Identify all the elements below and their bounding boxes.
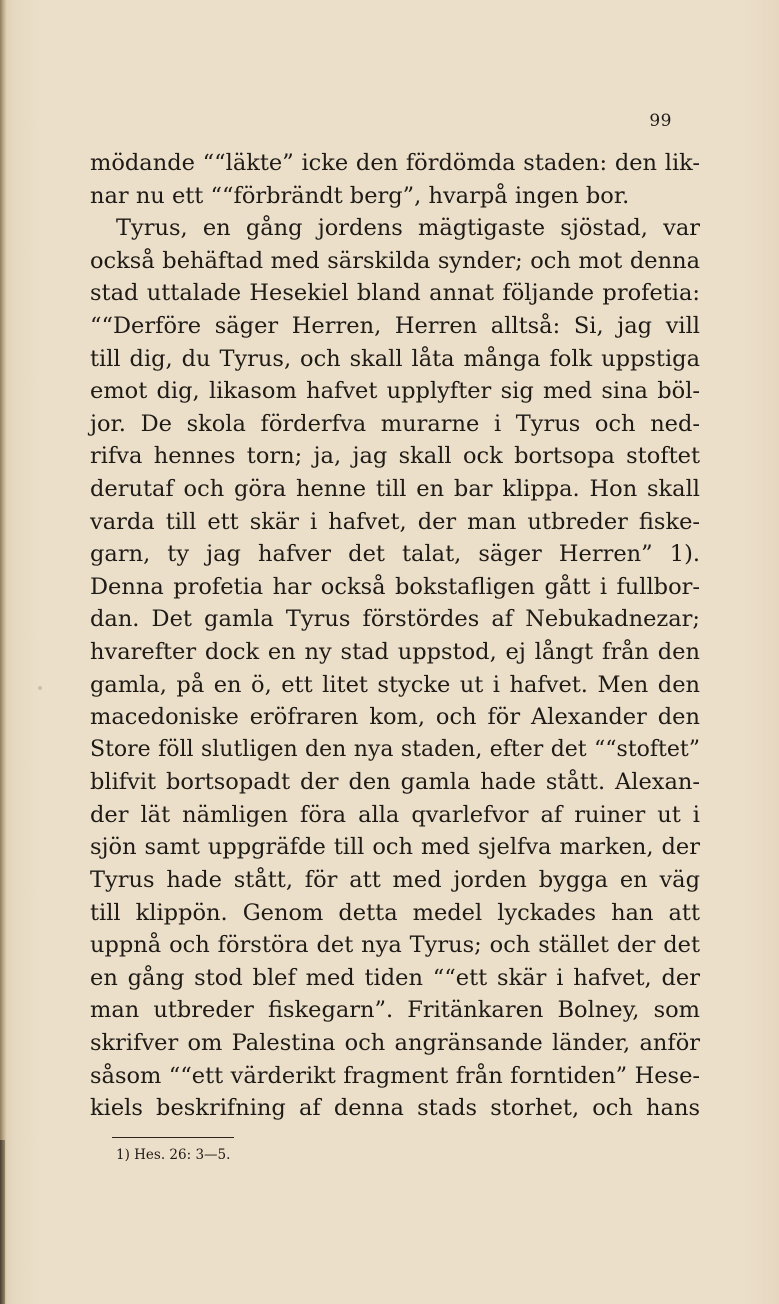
text-line: kiels beskrifning af denna stads storhet, och hans [90, 1095, 700, 1122]
binding-edge [0, 0, 7, 1304]
text-line: Store föll slutligen den nya staden, efter det ““stoftet” [90, 736, 700, 762]
text-line: dan. Det gamla Tyrus förstördes af Nebukadnezar; [90, 606, 700, 633]
text-line: stad uttalade Hesekiel bland annat följande profetia: [90, 280, 700, 307]
text-line: till dig, du Tyrus, och skall låta många folk uppstiga [90, 345, 700, 372]
text-line: garn, ty jag hafver det talat, säger Herren” 1). [90, 541, 700, 568]
text-line: emot dig, likasom hafvet upplyfter sig med sina böl- [90, 378, 700, 405]
text-line: blifvit bortsopadt der den gamla hade stått. Alexan- [90, 769, 700, 796]
page-number: 99 [649, 111, 672, 131]
text-line: gamla, på en ö, ett litet stycke ut i hafvet. Men den [90, 671, 700, 698]
text-line: uppnå och förstöra det nya Tyrus; och stället der det [90, 932, 700, 959]
text-line: rifva hennes torn; ja, jag skall ock bortsopa stoftet [90, 443, 700, 470]
text-line: Tyrus, en gång jordens mägtigaste sjöstad, var [116, 215, 700, 242]
footnote: 1) Hes. 26: 3—5. [116, 1147, 231, 1163]
text-line: Tyrus hade stått, för att med jorden bygga en väg [90, 867, 700, 894]
text-line: der lät nämligen föra alla qvarlefvor af ruiner ut i [90, 801, 700, 828]
text-line: en gång stod blef med tiden ““ett skär i hafvet, der [90, 964, 700, 991]
text-line: varda till ett skär i hafvet, der man utbreder fiske- [90, 508, 700, 535]
text-line: nar nu ett ““förbrändt berg”, hvarpå ingen bor. [90, 182, 630, 209]
body-text [90, 147, 700, 1125]
text-line: såsom ““ett värderikt fragment från forntiden” Hese- [90, 1062, 700, 1089]
text-line: jor. De skola förderfva murarne i Tyrus och ned- [90, 410, 700, 437]
text-line: sjön samt uppgräfde till och med sjelfva marken, der [90, 834, 700, 861]
footnote-rule [112, 1137, 234, 1138]
text-line: ““Derföre säger Herren, Herren alltså: Si, jag vill [90, 312, 700, 339]
text-line: mödande ““läkte” icke den fördömda staden: den lik- [90, 150, 700, 176]
text-line: derutaf och göra henne till en bar klippa. Hon skall [90, 475, 700, 502]
text-line: till klippön. Genom detta medel lyckades han att [90, 899, 700, 926]
paper-speck [38, 686, 42, 690]
text-line: man utbreder fiskegarn”. Fritänkaren Bolney, som [90, 997, 700, 1024]
text-line: skrifver om Palestina och angränsande länder, anför [90, 1030, 700, 1057]
text-line: också behäftad med särskilda synder; och mot denna [90, 247, 700, 274]
text-line: macedoniske eröfraren kom, och för Alexander den [90, 704, 700, 731]
text-line: hvarefter dock en ny stad uppstod, ej långt från den [90, 638, 700, 665]
text-line: Denna profetia har också bokstafligen gått i fullbor- [90, 573, 700, 600]
binding-shadow [0, 1140, 5, 1304]
